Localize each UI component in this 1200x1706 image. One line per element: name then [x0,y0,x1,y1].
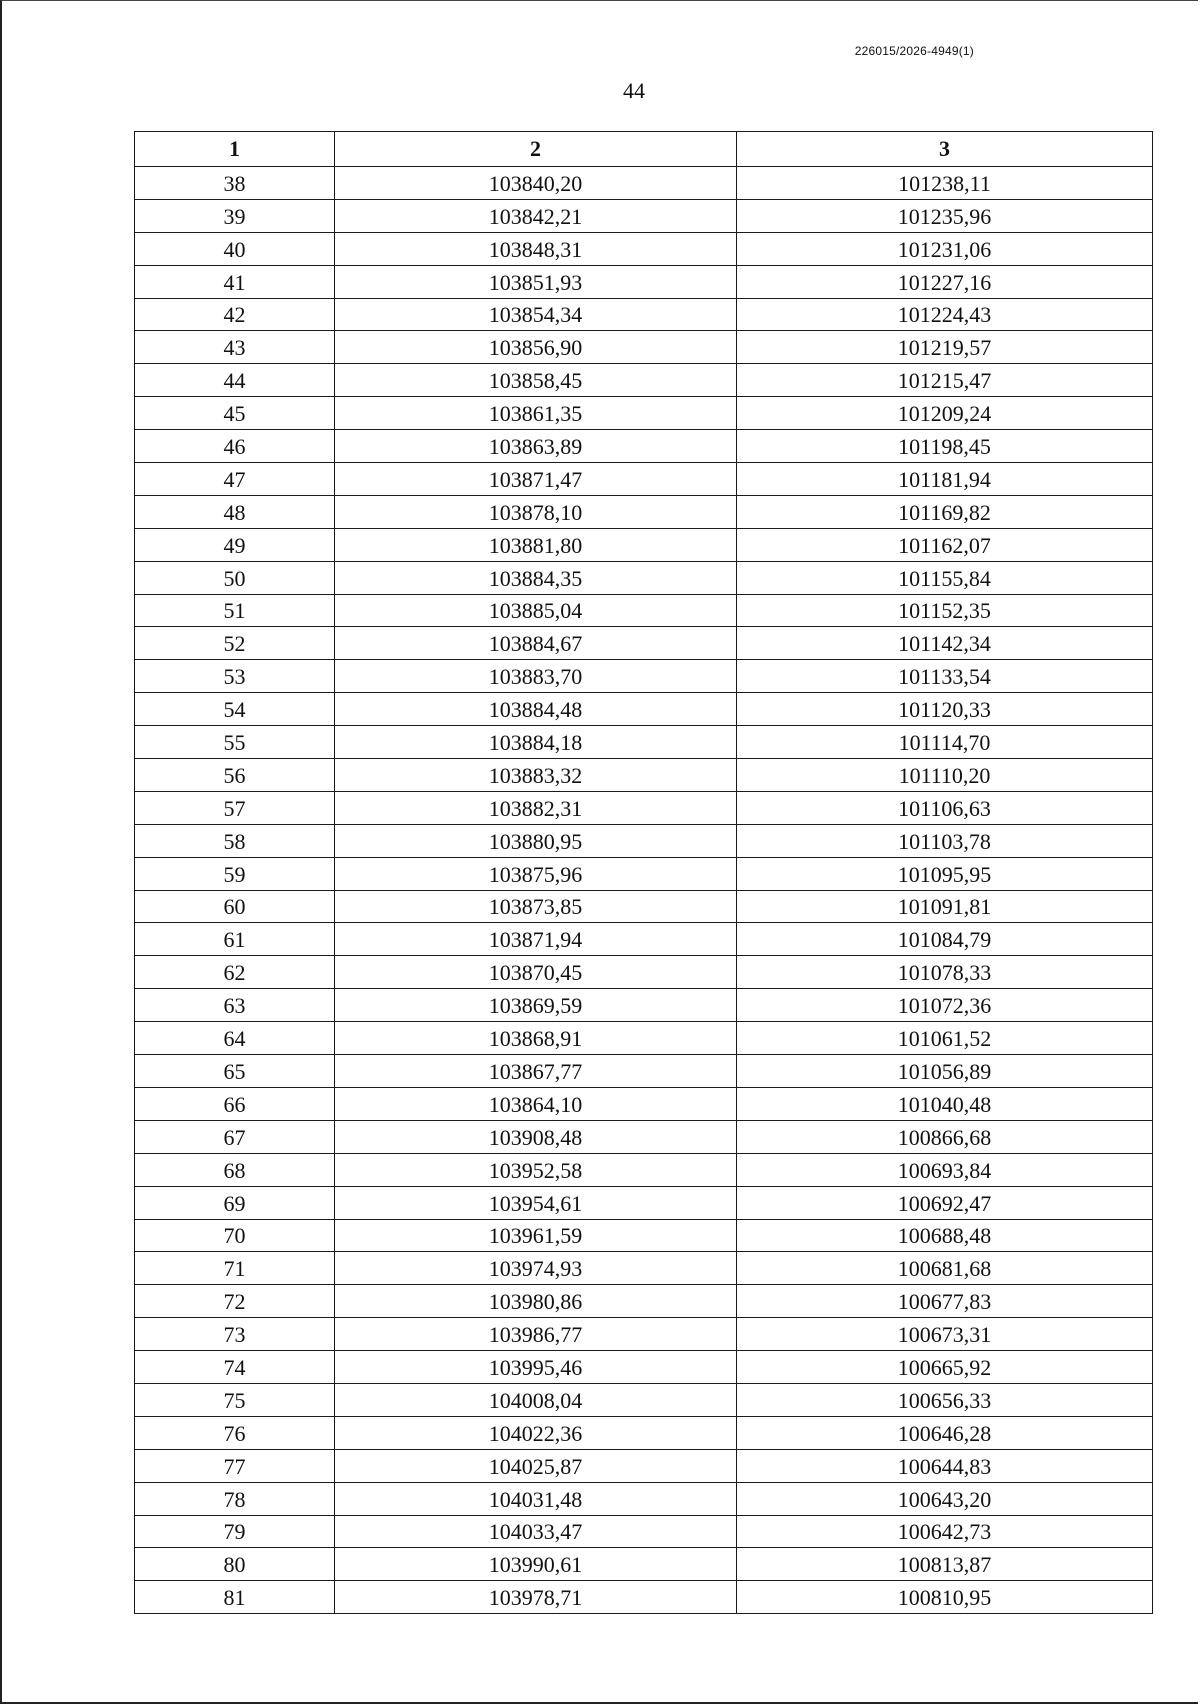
coordinate-x-cell: 103882,31 [335,791,737,824]
coordinate-x-cell: 103978,71 [335,1581,737,1614]
coordinate-y-cell: 100866,68 [737,1120,1153,1153]
column-header-2: 2 [335,132,737,167]
coordinate-y-cell: 101219,57 [737,331,1153,364]
point-number-cell: 39 [135,199,335,232]
point-number-cell: 40 [135,232,335,265]
table-row [135,1482,1153,1515]
point-number-cell: 72 [135,1285,335,1318]
coordinate-y-cell: 100677,83 [737,1285,1153,1318]
point-number-cell: 56 [135,759,335,792]
point-number-cell: 55 [135,726,335,759]
table-row [135,660,1153,693]
document-reference: 226015/2026-4949(1) [854,44,974,58]
table-row [135,726,1153,759]
coordinate-y-cell: 101142,34 [737,627,1153,660]
table-row [135,561,1153,594]
coordinate-x-cell: 103954,61 [335,1186,737,1219]
table-row [135,1515,1153,1548]
point-number-cell: 81 [135,1581,335,1614]
coordinates-table [134,131,1153,1614]
coordinate-y-cell: 100813,87 [737,1548,1153,1581]
coordinate-y-cell: 101091,81 [737,890,1153,923]
coordinate-y-cell: 101198,45 [737,430,1153,463]
point-number-cell: 66 [135,1087,335,1120]
coordinate-x-cell: 103867,77 [335,1055,737,1088]
coordinate-x-cell: 103995,46 [335,1351,737,1384]
coordinate-y-cell: 100644,83 [737,1449,1153,1482]
point-number-cell: 54 [135,693,335,726]
coordinate-y-cell: 101103,78 [737,824,1153,857]
coordinate-y-cell: 101235,96 [737,199,1153,232]
table-header [135,132,1153,167]
coordinate-y-cell: 101106,63 [737,791,1153,824]
point-number-cell: 58 [135,824,335,857]
table-row [135,167,1153,200]
coordinate-x-cell: 103884,67 [335,627,737,660]
table-row [135,1087,1153,1120]
coordinate-y-cell: 101155,84 [737,561,1153,594]
point-number-cell: 52 [135,627,335,660]
coordinate-y-cell: 101056,89 [737,1055,1153,1088]
table-row [135,1581,1153,1614]
coordinate-y-cell: 100646,28 [737,1416,1153,1449]
point-number-cell: 59 [135,857,335,890]
table-row [135,627,1153,660]
coordinate-x-cell: 103869,59 [335,989,737,1022]
coordinate-y-cell: 100643,20 [737,1482,1153,1515]
point-number-cell: 45 [135,397,335,430]
coordinate-y-cell: 101040,48 [737,1087,1153,1120]
coordinate-x-cell: 104033,47 [335,1515,737,1548]
table-row [135,397,1153,430]
coordinate-y-cell: 101078,33 [737,956,1153,989]
coordinate-x-cell: 103878,10 [335,495,737,528]
coordinate-y-cell: 101152,35 [737,594,1153,627]
coordinate-y-cell: 100656,33 [737,1383,1153,1416]
table-row [135,1416,1153,1449]
table-row [135,495,1153,528]
table-row [135,1383,1153,1416]
coordinate-y-cell: 100673,31 [737,1318,1153,1351]
table-row [135,824,1153,857]
coordinate-y-cell: 101224,43 [737,298,1153,331]
coordinate-x-cell: 103883,70 [335,660,737,693]
column-header-3: 3 [737,132,1153,167]
coordinate-x-cell: 103880,95 [335,824,737,857]
table-row [135,1186,1153,1219]
point-number-cell: 46 [135,430,335,463]
coordinate-x-cell: 103974,93 [335,1252,737,1285]
coordinate-x-cell: 103980,86 [335,1285,737,1318]
coordinate-x-cell: 103881,80 [335,528,737,561]
point-number-cell: 68 [135,1153,335,1186]
coordinate-x-cell: 103854,34 [335,298,737,331]
coordinate-y-cell: 101181,94 [737,463,1153,496]
coordinate-x-cell: 103884,35 [335,561,737,594]
point-number-cell: 43 [135,331,335,364]
point-number-cell: 69 [135,1186,335,1219]
coordinate-y-cell: 100642,73 [737,1515,1153,1548]
coordinate-x-cell: 104022,36 [335,1416,737,1449]
point-number-cell: 57 [135,791,335,824]
coordinate-x-cell: 103873,85 [335,890,737,923]
coordinate-x-cell: 103986,77 [335,1318,737,1351]
point-number-cell: 44 [135,364,335,397]
coordinate-y-cell: 101227,16 [737,265,1153,298]
point-number-cell: 71 [135,1252,335,1285]
point-number-cell: 78 [135,1482,335,1515]
point-number-cell: 53 [135,660,335,693]
coordinate-x-cell: 103864,10 [335,1087,737,1120]
point-number-cell: 38 [135,167,335,200]
coordinate-x-cell: 103885,04 [335,594,737,627]
table-row [135,857,1153,890]
table-row [135,923,1153,956]
coordinate-x-cell: 103868,91 [335,1022,737,1055]
table-row [135,791,1153,824]
table-row [135,199,1153,232]
point-number-cell: 73 [135,1318,335,1351]
coordinate-y-cell: 101114,70 [737,726,1153,759]
table-row [135,1219,1153,1252]
coordinate-y-cell: 100693,84 [737,1153,1153,1186]
table-row [135,989,1153,1022]
coordinate-y-cell: 100810,95 [737,1581,1153,1614]
table-row [135,232,1153,265]
table-row [135,956,1153,989]
page-number: 44 [623,78,645,103]
coordinate-y-cell: 101162,07 [737,528,1153,561]
point-number-cell: 76 [135,1416,335,1449]
table-row [135,1120,1153,1153]
coordinate-y-cell: 101169,82 [737,495,1153,528]
point-number-cell: 47 [135,463,335,496]
coordinate-x-cell: 103851,93 [335,265,737,298]
table-row [135,528,1153,561]
coordinate-y-cell: 101238,11 [737,167,1153,200]
point-number-cell: 41 [135,265,335,298]
point-number-cell: 79 [135,1515,335,1548]
coordinate-x-cell: 103884,48 [335,693,737,726]
table-row [135,1318,1153,1351]
point-number-cell: 74 [135,1351,335,1384]
coordinate-x-cell: 103856,90 [335,331,737,364]
coordinate-x-cell: 103961,59 [335,1219,737,1252]
point-number-cell: 77 [135,1449,335,1482]
coordinate-x-cell: 103870,45 [335,956,737,989]
coordinate-y-cell: 101209,24 [737,397,1153,430]
coordinate-x-cell: 103990,61 [335,1548,737,1581]
coordinate-y-cell: 100681,68 [737,1252,1153,1285]
coordinate-y-cell: 101110,20 [737,759,1153,792]
table-row [135,1449,1153,1482]
point-number-cell: 80 [135,1548,335,1581]
coordinate-y-cell: 101120,33 [737,693,1153,726]
coordinate-y-cell: 101215,47 [737,364,1153,397]
coordinate-x-cell: 103871,47 [335,463,737,496]
coordinate-x-cell: 103884,18 [335,726,737,759]
coordinate-x-cell: 103848,31 [335,232,737,265]
column-header-1: 1 [135,132,335,167]
table-row [135,594,1153,627]
header-row [135,132,1153,167]
point-number-cell: 62 [135,956,335,989]
coordinate-x-cell: 103883,32 [335,759,737,792]
coordinate-y-cell: 101084,79 [737,923,1153,956]
coordinate-y-cell: 101061,52 [737,1022,1153,1055]
coordinate-x-cell: 104008,04 [335,1383,737,1416]
coordinate-x-cell: 104025,87 [335,1449,737,1482]
point-number-cell: 67 [135,1120,335,1153]
table-row [135,364,1153,397]
table-row [135,430,1153,463]
table-body [135,167,1153,1614]
coordinate-y-cell: 100665,92 [737,1351,1153,1384]
point-number-cell: 70 [135,1219,335,1252]
point-number-cell: 51 [135,594,335,627]
coordinates-table-container [134,131,1152,1614]
point-number-cell: 64 [135,1022,335,1055]
coordinate-y-cell: 100692,47 [737,1186,1153,1219]
point-number-cell: 48 [135,495,335,528]
coordinate-x-cell: 103861,35 [335,397,737,430]
coordinate-x-cell: 103840,20 [335,167,737,200]
table-row [135,298,1153,331]
coordinate-y-cell: 101072,36 [737,989,1153,1022]
coordinate-y-cell: 101095,95 [737,857,1153,890]
coordinate-y-cell: 100688,48 [737,1219,1153,1252]
coordinate-y-cell: 101231,06 [737,232,1153,265]
point-number-cell: 63 [135,989,335,1022]
point-number-cell: 61 [135,923,335,956]
point-number-cell: 49 [135,528,335,561]
point-number-cell: 60 [135,890,335,923]
table-row [135,1252,1153,1285]
table-row [135,1055,1153,1088]
table-row [135,890,1153,923]
table-row [135,463,1153,496]
point-number-cell: 65 [135,1055,335,1088]
point-number-cell: 75 [135,1383,335,1416]
coordinate-x-cell: 103871,94 [335,923,737,956]
table-row [135,1022,1153,1055]
table-row [135,265,1153,298]
coordinate-x-cell: 103858,45 [335,364,737,397]
table-row [135,693,1153,726]
point-number-cell: 42 [135,298,335,331]
coordinate-x-cell: 104031,48 [335,1482,737,1515]
coordinate-x-cell: 103863,89 [335,430,737,463]
coordinate-x-cell: 103908,48 [335,1120,737,1153]
table-row [135,759,1153,792]
table-row [135,1285,1153,1318]
table-row [135,1548,1153,1581]
coordinate-x-cell: 103875,96 [335,857,737,890]
coordinate-y-cell: 101133,54 [737,660,1153,693]
coordinate-x-cell: 103952,58 [335,1153,737,1186]
table-row [135,331,1153,364]
point-number-cell: 50 [135,561,335,594]
table-row [135,1351,1153,1384]
coordinate-x-cell: 103842,21 [335,199,737,232]
table-row [135,1153,1153,1186]
